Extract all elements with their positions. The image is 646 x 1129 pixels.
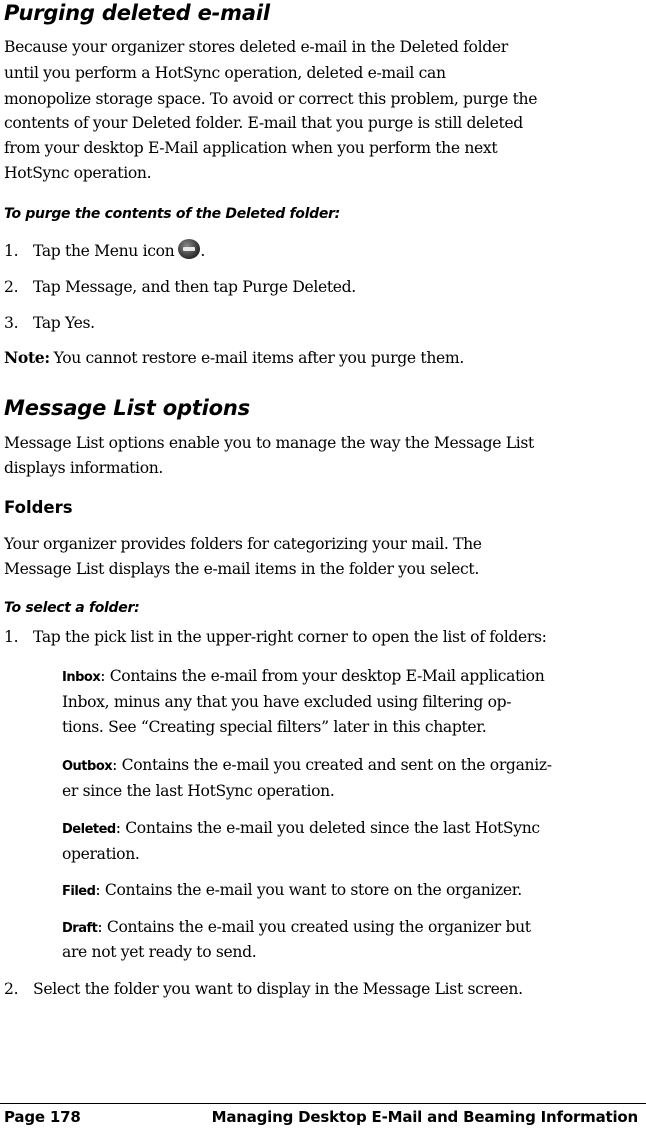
step-punctuation: .: [200, 242, 205, 260]
purge-paragraph-line: until you perform a HotSync operation, deleted e-mail can: [4, 64, 446, 82]
folder-term: Outbox: [62, 759, 113, 774]
folder-item-filed: [62, 877, 522, 905]
heading-message-list-options: Message List options: [4, 396, 250, 420]
purge-paragraph-line: Because your organizer stores deleted e-mail in the Deleted folder: [4, 38, 508, 56]
footer-page-number: Page 178: [4, 1108, 81, 1126]
step-text: Tap the Menu icon: [33, 242, 175, 260]
purge-paragraph-line: contents of your Deleted folder. E-mail that you purge is still deleted: [4, 114, 523, 132]
step-text: Tap Yes.: [33, 314, 95, 332]
step-text: Tap the pick list in the upper-right corner to open the list of folders:: [33, 628, 547, 646]
folder-term: Filed: [62, 884, 96, 899]
folder-item-outbox: [62, 752, 552, 780]
folder-desc-line: : Contains the e-mail from your desktop E-Mail application: [100, 667, 545, 685]
procedure-title-purge: To purge the contents of the Deleted folder:: [4, 206, 340, 222]
purge-step-2: [4, 274, 356, 300]
folder-term: Inbox: [62, 670, 101, 685]
message-list-paragraph-line: Message List options enable you to manage the way the Message List: [4, 434, 534, 452]
folder-item-draft: [62, 914, 531, 942]
folder-item-inbox: [62, 663, 544, 691]
step-number: 1.: [4, 628, 19, 646]
folder-step-1: [4, 624, 547, 650]
folder-desc-line: : Contains the e-mail you created and sent on the organiz-: [112, 756, 552, 774]
folder-item-deleted: [62, 815, 540, 843]
step-text: Select the folder you want to display in the Message List screen.: [33, 980, 523, 998]
note-label: Note:: [4, 348, 50, 367]
folder-desc-line: : Contains the e-mail you created using the organizer but: [97, 918, 531, 936]
note: [4, 345, 464, 371]
folder-term: Draft: [62, 921, 98, 936]
step-number: 3.: [4, 314, 19, 332]
purge-step-3: [4, 310, 95, 336]
step-number: 2.: [4, 278, 19, 296]
purge-step-1: [4, 238, 205, 264]
purge-paragraph-line: from your desktop E-Mail application when you perform the next: [4, 139, 498, 157]
footer-chapter-title: Managing Desktop E-Mail and Beaming Information: [211, 1108, 638, 1126]
step-number: 1.: [4, 242, 19, 260]
folder-desc-line: are not yet ready to send.: [62, 943, 257, 961]
heading-folders: Folders: [4, 498, 73, 517]
folder-desc-line: : Contains the e-mail you deleted since the last HotSync: [115, 819, 540, 837]
folder-desc-line: Inbox, minus any that you have excluded using filtering op-: [62, 693, 512, 711]
note-text: You cannot restore e-mail items after you purge them.: [53, 349, 464, 367]
message-list-paragraph-line: displays information.: [4, 459, 164, 477]
folders-paragraph-line: Your organizer provides folders for categorizing your mail. The: [4, 535, 482, 553]
footer-rule: [0, 1103, 646, 1104]
folder-desc-line: er since the last HotSync operation.: [62, 782, 335, 800]
purge-paragraph-line: HotSync operation.: [4, 164, 152, 182]
folder-desc-line: : Contains the e-mail you want to store on the organizer.: [95, 881, 522, 899]
folder-desc-line: operation.: [62, 845, 140, 863]
folder-step-2: [4, 976, 523, 1002]
purge-paragraph-line: monopolize storage space. To avoid or correct this problem, purge the: [4, 90, 538, 108]
step-number: 2.: [4, 980, 19, 998]
heading-purging-deleted-email: Purging deleted e-mail: [4, 1, 270, 25]
procedure-title-select-folder: To select a folder:: [4, 600, 140, 616]
folder-term: Deleted: [62, 822, 116, 837]
folder-desc-line: tions. See “Creating special filters” later in this chapter.: [62, 718, 487, 736]
step-text: Tap Message, and then tap Purge Deleted.: [33, 278, 356, 296]
folders-paragraph-line: Message List displays the e-mail items in the folder you select.: [4, 560, 479, 578]
menu-icon: [178, 239, 200, 259]
